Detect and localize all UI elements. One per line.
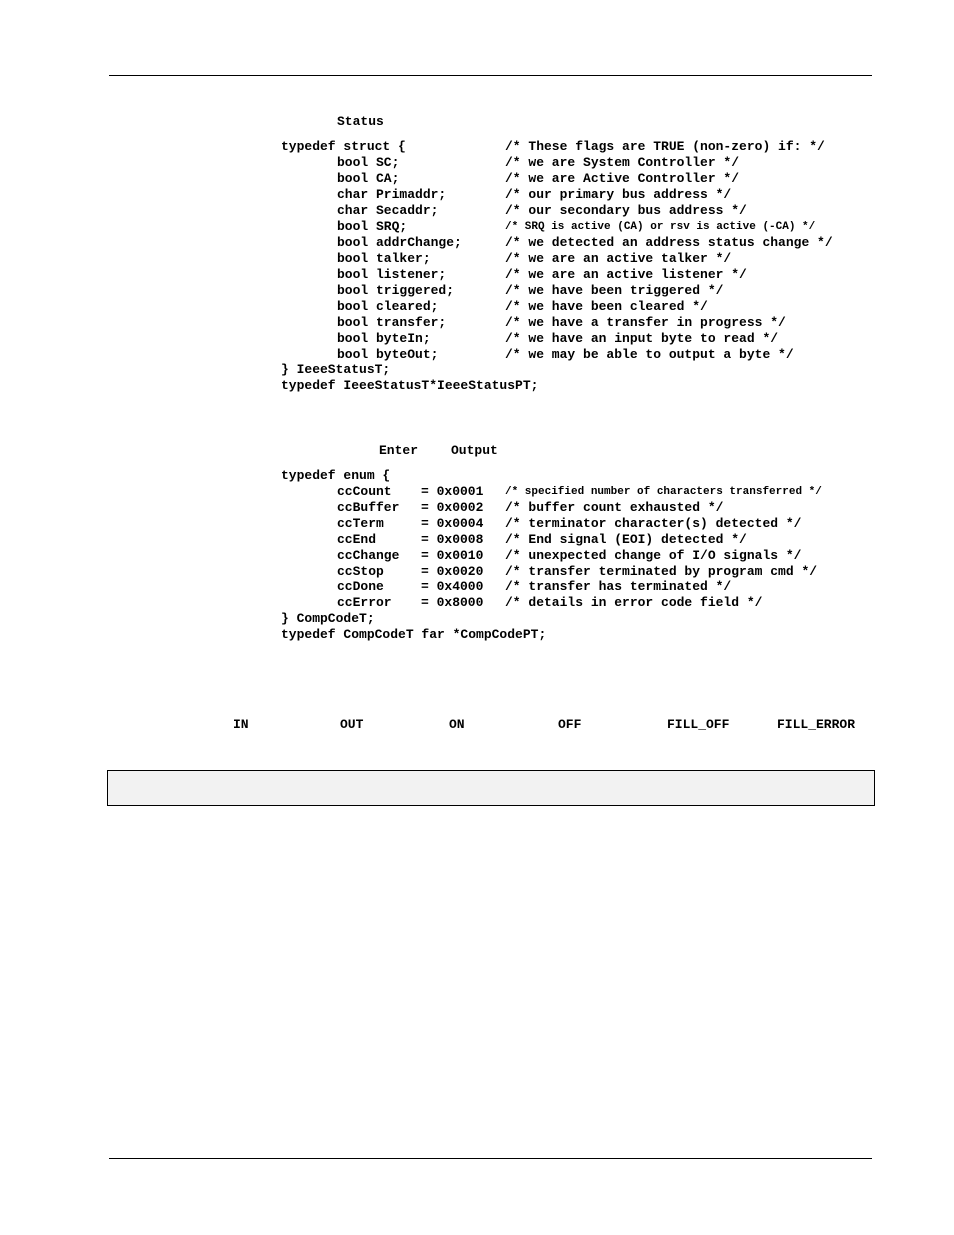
struct-field-decl: bool CA; bbox=[337, 171, 400, 186]
struct-field-comment: /* our secondary bus address */ bbox=[505, 203, 747, 218]
constant-fill-off: FILL_OFF bbox=[667, 717, 730, 732]
struct-field-decl: bool cleared; bbox=[337, 299, 439, 314]
enum-member-name: ccChange bbox=[337, 548, 400, 563]
enum-member-comment: /* End signal (EOI) detected */ bbox=[505, 532, 747, 547]
enum-member-name: ccCount bbox=[337, 484, 392, 499]
struct-field-decl: bool addrChange; bbox=[337, 235, 462, 250]
header-rule bbox=[109, 75, 872, 76]
struct-field-comment: /* our primary bus address */ bbox=[505, 187, 732, 202]
struct-field-decl: bool triggered; bbox=[337, 283, 455, 298]
enum-member-value: = 0x8000 bbox=[421, 595, 484, 610]
struct-field-comment: /* we are System Controller */ bbox=[505, 155, 740, 170]
status-heading: Status bbox=[337, 114, 384, 129]
enum-member-comment: /* specified number of characters transferred */ bbox=[505, 486, 822, 498]
struct-field-comment: /* we are an active talker */ bbox=[505, 251, 732, 266]
enum-member-comment: /* terminator character(s) detected */ bbox=[505, 516, 802, 531]
struct-close: } IeeeStatusT; bbox=[281, 362, 391, 377]
enum-close: } CompCodeT; bbox=[281, 611, 375, 626]
struct-field-decl: bool SRQ; bbox=[337, 219, 408, 234]
enum-member-name: ccStop bbox=[337, 564, 384, 579]
struct-field-comment: /* SRQ is active (CA) or rsv is active (-CA) */ bbox=[505, 221, 816, 233]
enum-member-comment: /* transfer has terminated */ bbox=[505, 579, 732, 594]
enum-member-name: ccDone bbox=[337, 579, 384, 594]
enum-member-comment: /* buffer count exhausted */ bbox=[505, 500, 724, 515]
struct-pointer-typedef: typedef IeeeStatusT*IeeeStatusPT; bbox=[281, 378, 539, 393]
struct-field-comment: /* we are an active listener */ bbox=[505, 267, 747, 282]
enum-member-value: = 0x0010 bbox=[421, 548, 484, 563]
struct-field-decl: bool transfer; bbox=[337, 315, 447, 330]
enum-member-value: = 0x0002 bbox=[421, 500, 484, 515]
struct-field-decl: bool talker; bbox=[337, 251, 431, 266]
struct-field-decl: char Secaddr; bbox=[337, 203, 439, 218]
enum-member-name: ccError bbox=[337, 595, 392, 610]
enum-member-name: ccEnd bbox=[337, 532, 377, 547]
enum-member-comment: /* details in error code field */ bbox=[505, 595, 763, 610]
struct-open-comment: /* These flags are TRUE (non-zero) if: */ bbox=[505, 139, 825, 154]
struct-field-decl: bool SC; bbox=[337, 155, 400, 170]
enum-pointer-typedef: typedef CompCodeT far *CompCodePT; bbox=[281, 627, 547, 642]
struct-field-decl: bool byteOut; bbox=[337, 347, 439, 362]
struct-field-comment: /* we have a transfer in progress */ bbox=[505, 315, 786, 330]
enum-member-comment: /* transfer terminated by program cmd */ bbox=[505, 564, 818, 579]
enum-member-value: = 0x0001 bbox=[421, 484, 484, 499]
enum-member-comment: /* unexpected change of I/O signals */ bbox=[505, 548, 802, 563]
enum-member-value: = 0x0004 bbox=[421, 516, 484, 531]
struct-field-decl: char Primaddr; bbox=[337, 187, 447, 202]
constant-fill-error: FILL_ERROR bbox=[777, 717, 856, 732]
struct-field-comment: /* we are Active Controller */ bbox=[505, 171, 740, 186]
note-box bbox=[107, 770, 875, 806]
struct-field-comment: /* we have been cleared */ bbox=[505, 299, 708, 314]
constant-in: IN bbox=[233, 717, 249, 732]
struct-field-decl: bool byteIn; bbox=[337, 331, 431, 346]
struct-field-comment: /* we may be able to output a byte */ bbox=[505, 347, 794, 362]
struct-field-decl: bool listener; bbox=[337, 267, 447, 282]
constant-out: OUT bbox=[340, 717, 364, 732]
constant-off: OFF bbox=[558, 717, 582, 732]
enum-member-value: = 0x0008 bbox=[421, 532, 484, 547]
struct-field-comment: /* we have an input byte to read */ bbox=[505, 331, 779, 346]
struct-open: typedef struct { bbox=[281, 139, 406, 154]
enum-open: typedef enum { bbox=[281, 468, 391, 483]
output-label: Output bbox=[451, 443, 498, 458]
enter-label: Enter bbox=[379, 443, 419, 458]
enum-member-value: = 0x4000 bbox=[421, 579, 484, 594]
enum-member-name: ccTerm bbox=[337, 516, 384, 531]
enum-member-value: = 0x0020 bbox=[421, 564, 484, 579]
constant-on: ON bbox=[449, 717, 465, 732]
footer-rule bbox=[109, 1158, 872, 1159]
struct-field-comment: /* we detected an address status change */ bbox=[505, 235, 833, 250]
struct-field-comment: /* we have been triggered */ bbox=[505, 283, 724, 298]
enum-member-name: ccBuffer bbox=[337, 500, 400, 515]
